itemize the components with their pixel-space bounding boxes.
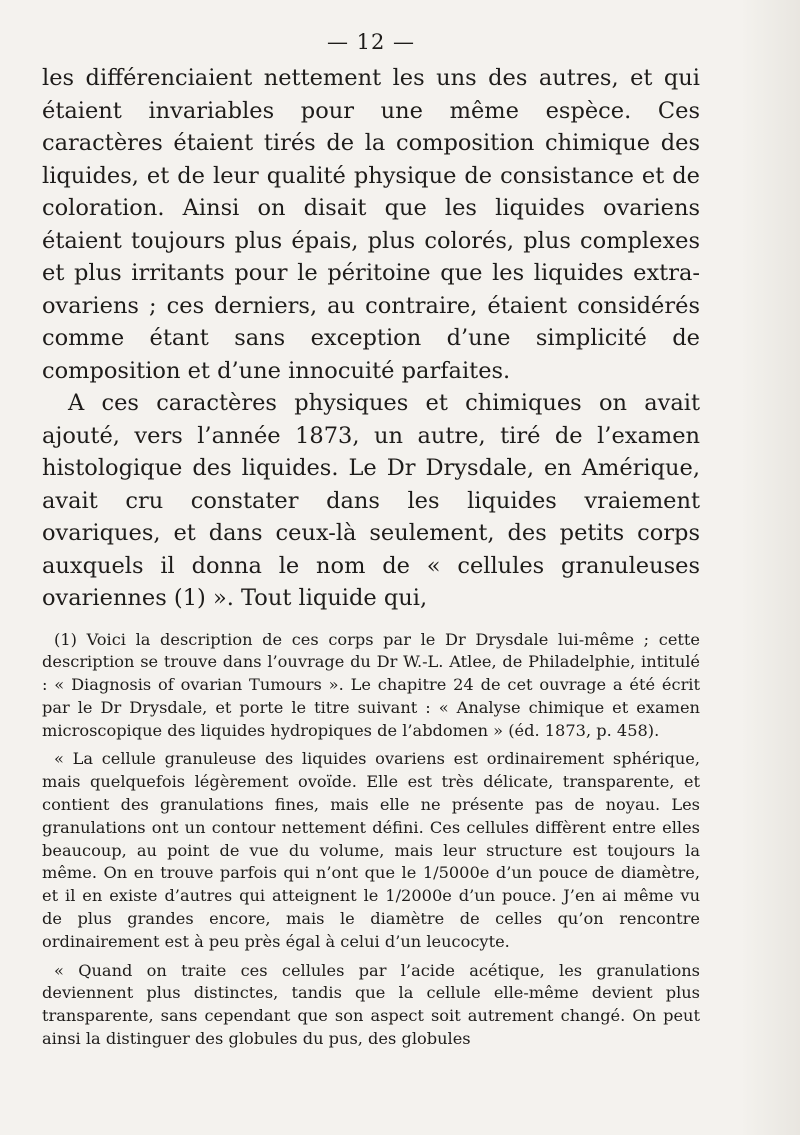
footnotes	[42, 629, 700, 1051]
footnote-quote-2: « Quand on traite ces cellules par l’acide acétique, les granulations deviennent plus distinctes, tandis que la cellule elle-même devient plus transparente, sans cependant que son aspect soit autrement changé. On peut ainsi la distinguer des globules du pus, des globules	[42, 960, 700, 1049]
body-paragraph-1: les différenciaient nettement les uns des autres, et qui étaient invariables pour une même espèce. Ces caractères étaient tirés de la composition chimique des liquides, et de leur qualité physique de consistance et de coloration. Ainsi on disait que les liquides ovariens étaient toujours plus épais, plus colorés, plus complexes et plus irritants pour le péritoine que les liquides extra-ovariens ; ces derniers, au contraire, étaient considérés comme étant sans exception d’une simplicité de composition et d’une innocuité parfaites.	[42, 65, 700, 384]
footnote-1: (1) Voici la description de ces corps par le Dr Drysdale lui-même ; cette description se trouve dans l’ouvrage du Dr W.-L. Atlee, de Philadelphie, intitulé : « Diagnosis of ovarian Tumours ». Le chapitre 24 de cet ouvrage a été écrit par le Dr Drysdale, et porte le titre suivant : « Analyse chimique et examen microscopique des liquides hydropiques de l’abdomen » (éd. 1873, p. 458).	[42, 629, 700, 740]
page-edge-shadow	[740, 0, 800, 1135]
body-paragraph-2: A ces caractères physiques et chimiques on avait ajouté, vers l’année 1873, un autre, tiré de l’examen histologique des liquides. Le Dr Drysdale, en Amérique, avait cru constater dans les liquides vraiement ovariques, et dans ceux-là seulement, des petits corps auxquels il donna le nom de « cellules granuleuses ovariennes (1) ». Tout liquide qui,	[42, 390, 700, 611]
footnote-quote-1: « La cellule granuleuse des liquides ovariens est ordinairement sphérique, mais quelquefois légèrement ovoïde. Elle est très délicate, transparente, et contient des granulations fines, mais elle ne présente pas de noyau. Les granulations ont un contour nettement défini. Ces cellules diffèrent entre elles beaucoup, au point de vue du volume, mais leur structure est toujours la même. On en trouve parfois qui n’ont que le 1/5000e d’un pouce de diamètre, et il en existe d’autres qui atteignent le 1/2000e d’un pouce. J’en ai même vu de plus grandes encore, mais le diamètre de celles qu’on rencontre ordinairement est à peu près égal à celui d’un leucocyte.	[42, 749, 700, 951]
main-text	[42, 62, 700, 615]
page-number: — 12 —	[326, 30, 416, 54]
